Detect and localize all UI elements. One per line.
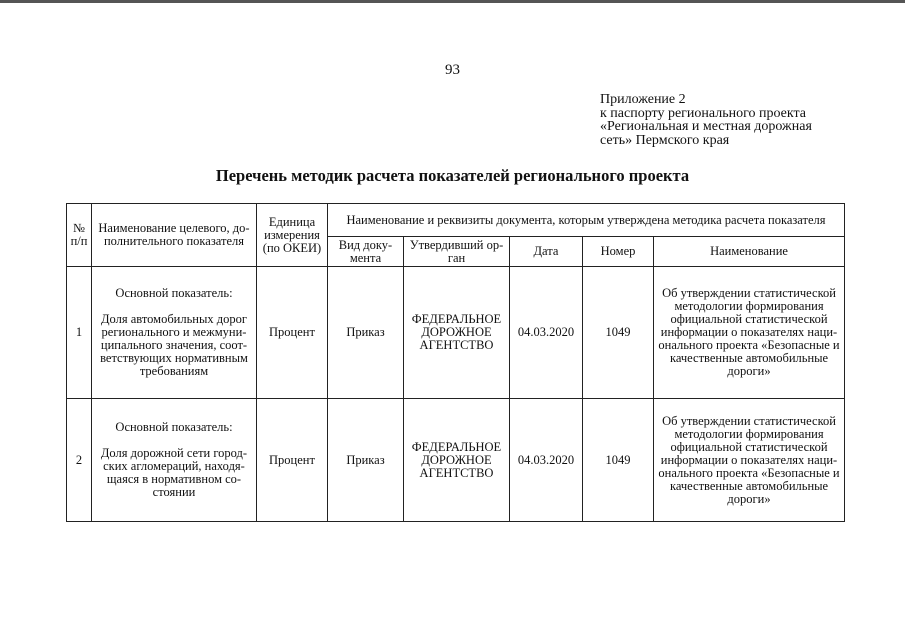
cell-date: 04.03.2020 [510, 267, 583, 399]
appendix-line: «Региональная и местная дорожная [600, 119, 812, 134]
cell-num: 2 [67, 399, 92, 522]
cell-unit: Процент [257, 267, 328, 399]
header-indicator: Наименование целевого, до-полнительного показателя [92, 204, 257, 267]
header-authority: Утвердивший ор-ган [404, 237, 510, 267]
cell-authority: ФЕДЕРАЛЬНОЕ ДОРОЖНОЕ АГЕНТСТВО [404, 399, 510, 522]
header-doc-type: Вид доку-мента [328, 237, 404, 267]
cell-number: 1049 [583, 399, 654, 522]
appendix-line: к паспорту регионального проекта [600, 105, 806, 121]
cell-num: 1 [67, 267, 92, 399]
cell-name: Об утверждении статистической методологии формирования официальной статистической информации о показателях наци-онального проекта «Безопасные и качественные автомобильные дороги» [654, 399, 845, 522]
header-unit: Единица измерения (по ОКЕИ) [257, 204, 328, 267]
appendix-line: Приложение 2 [600, 92, 686, 107]
cell-indicator [92, 267, 257, 399]
methods-table [66, 203, 845, 522]
header-document-group: Наименование и реквизиты документа, которым утверждена методика расчета показателя [328, 204, 845, 237]
header-number: Номер [583, 237, 654, 267]
indicator-text: Доля дорожной сети город-ских агломераций, находя-щаяся в нормативном со-стоянии [100, 446, 248, 499]
appendix-line: сеть» Пермского края [600, 132, 730, 148]
cell-date: 04.03.2020 [510, 399, 583, 522]
table-row [67, 267, 845, 399]
cell-unit: Процент [257, 399, 328, 522]
header-num: № п/п [67, 204, 92, 267]
page-top-border [0, 0, 905, 3]
header-date: Дата [510, 237, 583, 267]
indicator-text: Доля автомобильных дорог регионального и межмуни-ципального значения, соот-ветствующих нормативным требованиям [100, 312, 248, 378]
header-name: Наименование [654, 237, 845, 267]
indicator-label: Основной показатель: [115, 286, 233, 300]
table-row [67, 399, 845, 522]
cell-doc-type: Приказ [328, 399, 404, 522]
cell-indicator [92, 399, 257, 522]
page-number: 93 [445, 62, 460, 78]
indicator-label: Основной показатель: [115, 420, 233, 434]
cell-doc-type: Приказ [328, 267, 404, 399]
appendix-note [600, 93, 812, 147]
cell-authority: ФЕДЕРАЛЬНОЕ ДОРОЖНОЕ АГЕНТСТВО [404, 267, 510, 399]
cell-name: Об утверждении статистической методологии формирования официальной статистической информации о показателях наци-онального проекта «Безопасные и качественные автомобильные дороги» [654, 267, 845, 399]
document-title: Перечень методик расчета показателей регионального проекта [215, 166, 690, 185]
cell-number: 1049 [583, 267, 654, 399]
